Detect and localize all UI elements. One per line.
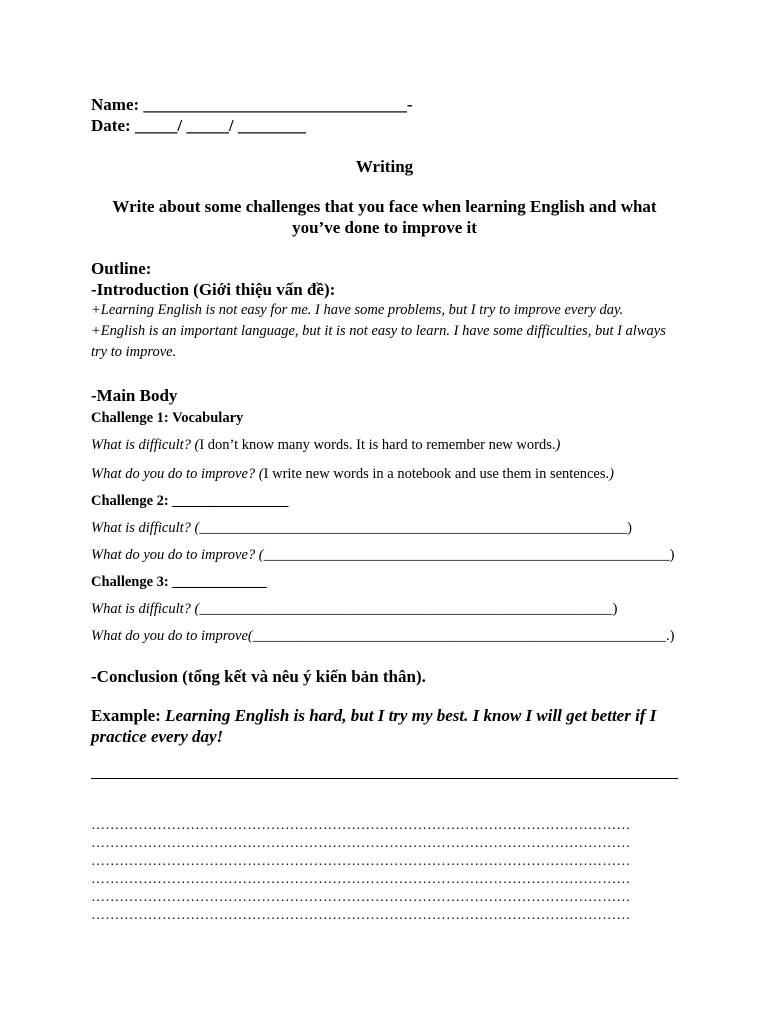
example-label: Example:: [91, 706, 161, 725]
challenge-3: [91, 572, 678, 646]
challenge-label: Challenge 3: _____________: [91, 574, 267, 590]
dot-line: ……………………………………………………………………………………………………: [91, 908, 631, 923]
name-field-line: Name: _______________________________-: [91, 95, 413, 114]
example-text: Learning English is hard, but I try my best. I know I will get better if I practice every day!: [91, 706, 657, 746]
intro-example-1: +Learning English is not easy for me. I have some problems, but I try to improve every day.: [91, 302, 624, 318]
answer-rule-line: [91, 778, 678, 779]
outline-section: [91, 258, 678, 363]
challenge-1: [91, 408, 678, 484]
difficult-question: What is difficult? (_________________________________________________________): [91, 601, 618, 617]
challenge-label: Challenge 2: ________________: [91, 493, 289, 509]
conclusion-heading: -Conclusion (tổng kết và nêu ý kiến bản thân).: [91, 667, 426, 686]
improve-question: What do you do to improve(_________________________________________________________.): [91, 628, 675, 644]
dot-line: ……………………………………………………………………………………………………: [91, 836, 631, 851]
introduction-heading: -Introduction (Giới thiệu vấn đề):: [91, 280, 336, 299]
intro-example-2: +English is an important language, but it is not easy to learn. I have some difficulties, but I always try to improve.: [91, 323, 666, 360]
difficult-question: What is difficult? (I don’t know many words. It is hard to remember new words.): [91, 437, 561, 453]
example-paragraph: [91, 705, 678, 747]
dot-line: ……………………………………………………………………………………………………: [91, 872, 631, 887]
improve-question: What do you do to improve? (I write new words in a notebook and use them in sentences.): [91, 466, 614, 482]
challenge-2: [91, 491, 678, 565]
dot-line: ……………………………………………………………………………………………………: [91, 890, 631, 905]
answer-dot-lines: [91, 817, 678, 925]
improve-question: What do you do to improve? (________________________________________________________): [91, 547, 675, 563]
difficult-question: What is difficult? (___________________________________________________________): [91, 520, 632, 536]
date-field-line: Date: _____/ _____/ ________: [91, 116, 306, 135]
main-body-heading: -Main Body: [91, 386, 178, 405]
dot-line: ……………………………………………………………………………………………………: [91, 854, 631, 869]
outline-heading: Outline:: [91, 259, 152, 278]
worksheet-title: Writing: [355, 157, 414, 176]
writing-prompt: Write about some challenges that you face when learning English and what you’ve done to improve it: [112, 197, 657, 237]
dot-line: ……………………………………………………………………………………………………: [91, 818, 631, 833]
challenge-label: Challenge 1: Vocabulary: [91, 410, 244, 426]
